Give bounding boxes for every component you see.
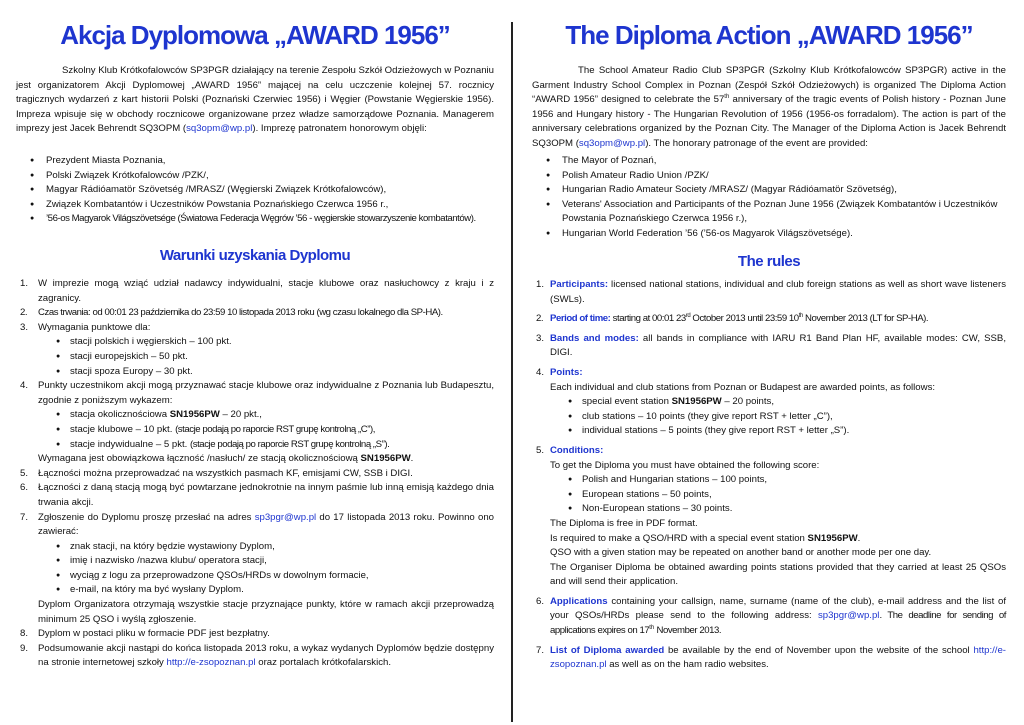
rule-text: all bands in compliance with IARU R1 Band Plan HF, available modes: CW, SSB, DIGI. (550, 332, 1006, 359)
list-item (38, 408, 494, 423)
polish-intro-tail: ). Imprezę patronatem honorowym objęli: (252, 123, 427, 134)
rule-text: Podsumowanie akcji nastąpi do końca listopada 2013 roku, a wykaz wydanych Dyplomów będzie dostępny na stronie internetowej szkoły (38, 642, 494, 669)
rule-text: be available by the end of November upon the website of the school (664, 644, 974, 656)
rule-text: do 17 listopada 2013 roku. Powinno ono zawierać: (38, 511, 494, 538)
rule-item: 8. Dyplom w postaci pliku w formacie PDF jest bezpłatny. (20, 628, 270, 640)
rule-text: October 2013 until 23:59 10 (690, 313, 799, 325)
list-item: ● ’56-os Magyarok Világszövetsége (Światowa Federacja Węgrów ’56 - węgierskie stowarzyszenie kombatantów). (16, 212, 494, 227)
polish-rules-list (16, 277, 494, 671)
callsign: SN1956PW (169, 409, 220, 421)
rule-text: Punkty uczestnikom akcji mogą przyznawać stacje klubowe oraz indywidualne z Poznania lub Budapesztu, zgodnie z poniższym wykazem: (38, 380, 494, 406)
rule-text: licensed national stations, individual and club foreign stations as well as short wave listeners (SWLs). (550, 279, 1006, 305)
polish-intro (16, 64, 494, 137)
rule-item: 2. Czas trwania: od 00:01 23 października do 23:59 10 listopada 2013 roku (wg czasu lokalnego dla SP-HA). (20, 307, 443, 319)
rule-text: Zgłoszenie do Dyplomu proszę przesłać na adres (38, 511, 255, 523)
rule-text: . (857, 532, 861, 544)
rule-item: 7. Zgłoszenie do Dyplomu proszę przesłać na adres sp3pgr@wp.pl do 17 listopada 2013 roku. Powinno ono zawierać: ● znak stacji, na który będzie wystawiony Dyplom, ● imię i nazwisko /nazwa klubu/ operatora stacji, ● wyciąg z logu za przeprowadzone QSOs/HRDs w dowolnym formacie, ● e-mail, na który ma być wysłany Dyplom. Dyplom Organizatora otrzymają wszystkie stacje przyznające punkty, które w ramach akcji przeprowadzą minimum 25 QSO i wyślą zgłoszenie. (16, 511, 494, 628)
callsign: SN1956PW (807, 532, 858, 544)
english-intro-tail: ). The honorary patronage of the event are provided: (645, 137, 868, 149)
rule-text: Each individual and club stations from Poznan or Budapest are awarded points, as follows: (550, 381, 936, 393)
item-text: stacje indywidualne – 5 pkt. (70, 438, 190, 450)
list-item: ● Non-European stations – 30 points. (550, 502, 1006, 517)
rule-item: 6. Łączności z daną stacją mogą być powtarzane jednokrotnie na innym paśmie lub inną emisją każdego dnia trwania akcji. (20, 482, 494, 508)
rule-item: 4. Points: Each individual and club stations from Poznan or Budapest are awarded points, as follows: ● special event station SN1956PW – 20 points, ● club stations – 10 points (they give report RST + letter „C”), ● individual stations – 5 points (they give report RST + letter „S”). (532, 366, 1006, 439)
list-item: ● The Mayor of Poznań, (532, 154, 1006, 169)
list-item: ● Prezydent Miasta Poznania, (16, 154, 494, 169)
polish-title: Akcja Dyplomowa „AWARD 1956” (60, 20, 450, 50)
item-text: – 20 pkt., (219, 409, 262, 421)
list-item: ● znak stacji, na który będzie wystawiony Dyplom, (38, 540, 494, 555)
rule-item: 7. List of Diploma awarded be available by the end of November upon the website of the school http://e-zsopoznan.pl as well as on the ham radio websites. (536, 644, 1006, 671)
list-item (38, 438, 494, 453)
callsign: SN1956PW (360, 453, 411, 465)
callsign: SN1956PW (671, 396, 722, 408)
list-item: ● Polish and Hungarian stations – 100 points, (550, 473, 1006, 488)
list-item: ● imię i nazwisko /nazwa klubu/ operatora stacji, (38, 554, 494, 569)
list-item: ● Magyar Rádióamatör Szövetség /MRASZ/ (Węgierski Związek Krótkofalowców), (16, 183, 494, 198)
list-item: ● European stations – 50 points, (550, 488, 1006, 503)
list-item: ● stacji polskich i węgierskich – 100 pkt. (38, 335, 494, 350)
rule-item: 5. Łączności można przeprowadzać na wszystkich pasmach KF, emisjami CW, SSB i DIGI. (20, 467, 413, 479)
rule-label: List of Diploma awarded (550, 644, 665, 656)
polish-rules-title: Warunki uzyskania Dyplomu (159, 247, 351, 264)
list-item: ● Veterans' Association and Participants of the Poznan June 1956 (Związek Kombatantów i Uczestników Powstania Poznańskiego Czerwca 1956 r.), (532, 198, 1006, 227)
rule-label: Participants: (550, 279, 609, 290)
rule-text: containing your callsign, name, surname (name of the club), e-mail address and the list of your QSOs/HRDs please send to the following address: (550, 595, 1006, 622)
item-text: special event station (582, 396, 672, 408)
rule-text: . (410, 453, 414, 465)
rule-label: Bands and modes: (550, 332, 639, 344)
english-intro-text: anniversary of the tragic events of Polish history - Poznan June 1956 and Hungary history - The Hungarian Revolution of 1956 (1956-os forradalom). The action is part of the anniversary celebrations organized by the Poznan City. The Manager of the Diploma Action is Jacek Behrendt SQ3OPM ( (532, 94, 1006, 149)
rule-text: The Organiser Diploma be obtained awarding points stations provided that they carried at least 25 QSOs and will send their application. (550, 561, 1006, 588)
list-item: ● club stations – 10 points (they give report RST + letter „C”), (550, 410, 1006, 425)
item-text: stacje klubowe – 10 pkt. (70, 423, 176, 435)
item-text: – 20 points, (721, 396, 775, 408)
school-website-link[interactable]: http://e-zsopoznan.pl (166, 657, 256, 669)
rule-text: The Diploma is free in PDF format. (550, 517, 698, 529)
rule-item: 4. Punkty uczestnikom akcji mogą przyznawać stacje klubowe oraz indywidualne z Poznania lub Budapesztu, zgodnie z poniższym wykazem: ● stacja okolicznościowa SN1956PW – 20 pkt., ● stacje klubowe – 10 pkt. (stacje podają po raporcie RST grupę kontrolną „C”), ● stacje indywidualne – 5 pkt. (stacje podają po raporcie RST grupę kontrolną „S”). Wymagana jest obowiązkowa łączność /nasłuch/ ze stacją okolicznościową SN1956PW. (16, 379, 494, 467)
rule-label: Points: (550, 366, 583, 378)
rule-text: Dyplom w postaci pliku w formacie PDF jest bezpłatny. (38, 628, 270, 640)
item-text: stacja okolicznościowa (70, 409, 170, 421)
rule-label: Conditions: (550, 444, 604, 456)
rule-text: starting at 00:01 23 (610, 313, 686, 325)
list-item (550, 395, 1006, 410)
rule-item: 5. Conditions: To get the Diploma you must have obtained the following score: ● Polish and Hungarian stations – 100 points, ● European stations – 50 points, ● Non-European stations – 30 points. The Diploma is free in PDF format. Is required to make a QSO/HRD with a special event station SN1956PW. QSO with a given station may be repeated on another band or another mode per one day. The Organiser Diploma be obtained awarding points stations provided that they carried at least 25 QSOs and will send their application. (532, 444, 1006, 590)
manager-email-link[interactable]: sq3opm@wp.pl (186, 123, 253, 134)
column-divider (511, 22, 513, 722)
list-item: ● Związek Kombatantów i Uczestników Powstania Poznańskiego Czerwca 1956 r., (16, 198, 494, 213)
ordinal-suffix: th (798, 313, 803, 319)
polish-patrons-list (16, 154, 494, 227)
list-item: ● e-mail, na który ma być wysłany Dyplom. (38, 583, 494, 598)
english-rules-title: The rules (737, 253, 801, 270)
rule-item: 1. W imprezie mogą wziąć udział nadawcy indywidualni, stacje klubowe oraz nasłuchowcy z kraju i z zagranicy. (20, 278, 494, 304)
rule-text: . The deadline for sending of applications expires on 17 (550, 610, 1006, 637)
ordinal-suffix: th (649, 624, 655, 631)
english-title: The Diploma Action „AWARD 1956” (565, 20, 973, 50)
rule-item: 1. Participants: licensed national stations, individual and club foreign stations as well as short wave listeners (SWLs). (536, 279, 1006, 305)
rule-text: Dyplom Organizatora otrzymają wszystkie stacje przyznające punkty, które w ramach akcji przeprowadzą minimum 25 QSO i wyślą zgłoszenie. (38, 599, 494, 625)
list-item: ● individual stations – 5 points (they give report RST + letter „S”). (550, 424, 1006, 439)
item-note: (stacje podają po raporcie RST grupę kontrolną „C”), (175, 423, 375, 435)
rule-text: oraz portalach krótkofalarskich. (255, 657, 392, 669)
list-item: ● wyciąg z logu za przeprowadzone QSOs/HRDs w dowolnym formacie, (38, 569, 494, 584)
rule-item: 2. Period of time: starting at 00:01 23rd October 2013 until 23:59 10th November 2013 (LT for SP-HA). (536, 313, 929, 325)
list-item: ● stacji spoza Europy – 30 pkt. (38, 365, 494, 380)
rule-text: Is required to make a QSO/HRD with a special event station (550, 532, 808, 544)
rule-text: W imprezie mogą wziąć udział nadawcy indywidualni, stacje klubowe oraz nasłuchowcy z kraju i z zagranicy. (38, 278, 494, 304)
rule-label: Period of time: (550, 313, 611, 325)
list-item: ● Polish Amateur Radio Union /PZK/ (532, 169, 1006, 184)
school-website-link[interactable]: http://e-zsopoznan.pl (550, 644, 1006, 671)
rule-text: November 2013 (LT for SP-HA). (802, 313, 929, 325)
list-item: ● stacji europejskich – 50 pkt. (38, 350, 494, 365)
rule-label: Applications (550, 595, 608, 607)
rule-item: 9. Podsumowanie akcji nastąpi do końca listopada 2013 roku, a wykaz wydanych Dyplomów będzie dostępny na stronie internetowej szkoły http://e-zsopoznan.pl oraz portalach krótkofalarskich. (20, 642, 494, 669)
rule-text: as well as on the ham radio websites. (606, 659, 769, 671)
rule-text: Łączności z daną stacją mogą być powtarzane jednokrotnie na innym paśmie lub inną emisją każdego dnia trwania akcji. (38, 482, 494, 508)
rule-text: November 2013. (654, 625, 722, 637)
rule-text: Czas trwania: od 00:01 23 października do 23:59 10 listopada 2013 roku (wg czasu lokalnego dla SP-HA). (38, 307, 443, 319)
polish-intro-text: Szkolny Klub Krótkofalowców SP3PGR działający na terenie Zespołu Szkół Odzieżowych w Poznaniu jest organizatorem Akcji Dyplomowej „AWARD 1956” mającej na celu uczczenie kolejnej 57. rocznicy tragicznych wydarzeń z kart historii Polski (Poznański Czerwiec 1956) i Węgier (Powstanie Węgierskie 1956). Impreza wpisuje się w obchody rocznicowe organizowane przez władze samorządowe Poznania. Managerem imprezy jest Jacek Behrendt SQ3OPM ( (16, 65, 494, 134)
rule-text: To get the Diploma you must have obtained the following score: (550, 459, 820, 471)
rule-text: QSO with a given station may be repeated on another band or another mode per one day. (550, 547, 932, 559)
rule-item: 3. Bands and modes: all bands in compliance with IARU R1 Band Plan HF, available modes: CW, SSB, DIGI. (536, 332, 1006, 359)
rule-item: 6. Applications containing your callsign, name, surname (name of the club), e-mail address and the list of your QSOs/HRDs please send to the following address: sp3pgr@wp.pl. The deadline for sending of applications expires on 17th November 2013. (536, 595, 1006, 637)
english-rules-list (532, 278, 1006, 673)
ordinal-suffix: rd (685, 313, 691, 319)
club-email-link[interactable]: sp3pgr@wp.pl (817, 610, 880, 622)
list-item: ● Hungarian World Federation ’56 (’56-os Magyarok Világszövetsége). (532, 227, 1006, 242)
rule-text: Wymagania punktowe dla: (38, 321, 151, 333)
list-item (38, 423, 494, 438)
english-intro (532, 64, 1006, 151)
rule-text: Wymagana jest obowiązkowa łączność /nasłuch/ ze stacją okolicznościową (38, 453, 361, 465)
rule-item: 3. Wymagania punktowe dla: ● stacji polskich i węgierskich – 100 pkt. ● stacji europejskich – 50 pkt. ● stacji spoza Europy – 30 pkt. (16, 321, 494, 379)
list-item: ● Polski Związek Krótkofalowców /PZK/, (16, 169, 494, 184)
manager-email-link[interactable]: sq3opm@wp.pl (578, 137, 646, 149)
english-intro-text: The School Amateur Radio Club SP3PGR (Szkolny Klub Krótkofalowców SP3PGR) active in the Garment Industry School Complex in Poznan (Zespół Szkół Odzieżowych) is organized The Diploma Action “AWARD 1956” designed to celebrate the 57 (532, 65, 1006, 105)
rule-text: Łączności można przeprowadzać na wszystkich pasmach KF, emisjami CW, SSB i DIGI. (38, 467, 413, 479)
ordinal-suffix: th (724, 93, 730, 100)
list-item: ● Hungarian Radio Amateur Society /MRASZ/ (Magyar Rádióamatör Szövetség), (532, 183, 1006, 198)
club-email-link[interactable]: sp3pgr@wp.pl (254, 511, 317, 523)
english-patrons-list (532, 154, 1006, 242)
item-note: (stacje podają po raporcie RST grupę kontrolną „S”). (190, 438, 390, 450)
